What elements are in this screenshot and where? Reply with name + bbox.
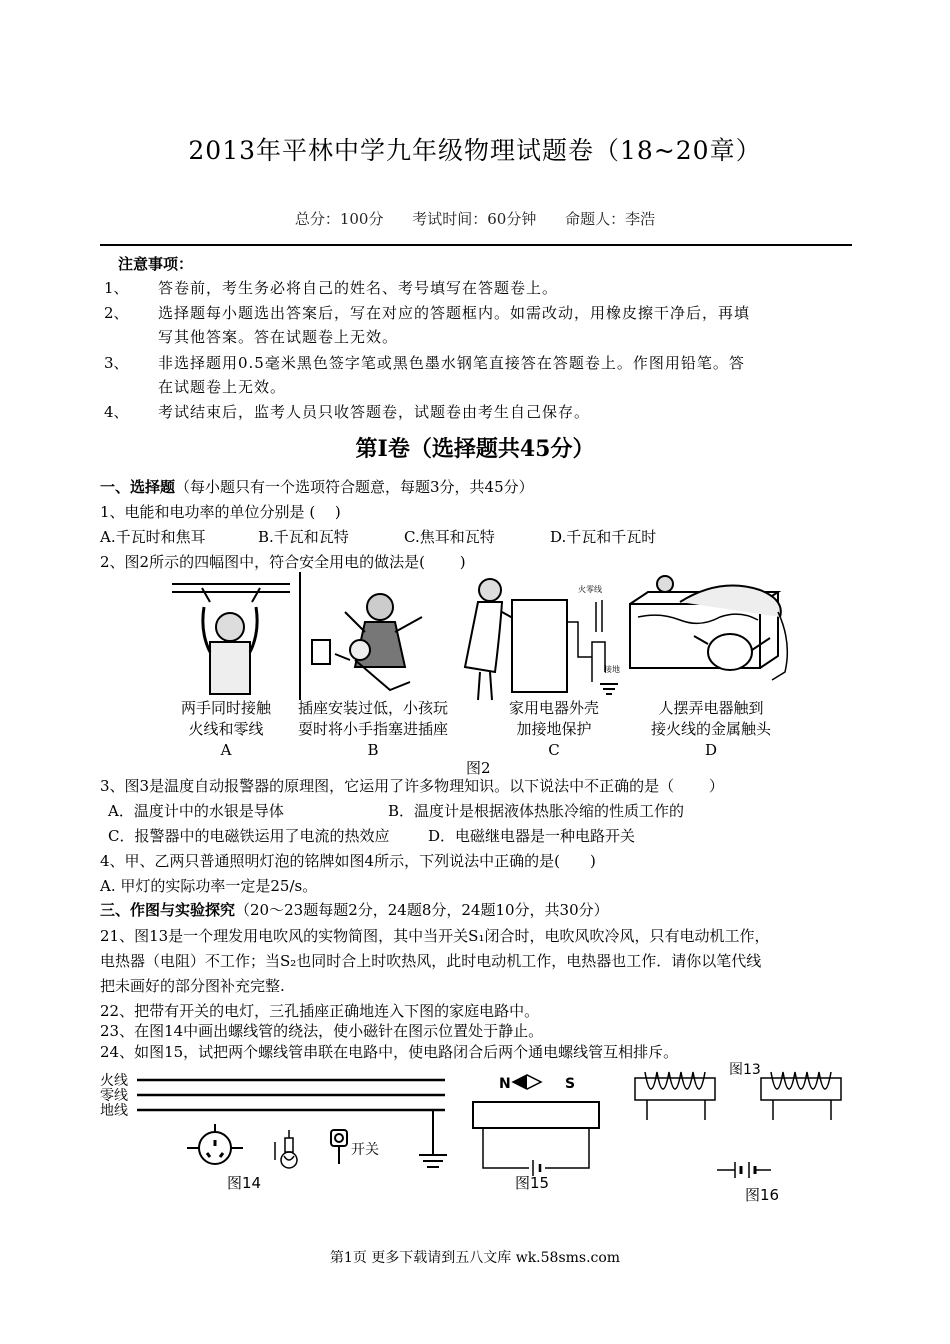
north-pole-label: N <box>499 1076 511 1092</box>
ground-wire-label: 地线 <box>100 1103 128 1119</box>
notice-1-line-1: 答卷前，考生务必将自己的姓名、考号填写在答题卷上。 <box>158 279 559 297</box>
battery-icon <box>717 1162 771 1178</box>
panel-b-illustration <box>300 572 422 700</box>
panel-c-illustration <box>465 579 620 700</box>
q24-text: 24、如图15，试把两个螺线管串联在电路中，使电路闭合后两个通电螺线管互相排斥。 <box>100 1043 679 1061</box>
part-1-heading <box>100 476 534 497</box>
bottom-figures <box>95 1060 855 1210</box>
notice-3-line-2: 在试题卷上无效。 <box>158 378 287 396</box>
exam-title: 2013年平林中学九年级物理试题卷（18~20章） <box>188 136 762 165</box>
panel-d-line-1: 人摆弄电器触到 <box>658 699 764 717</box>
figure-15-label: 图15 <box>515 1174 550 1192</box>
part-3-label: 三、作图与实验探究 <box>100 901 236 919</box>
notice-3-line-1: 非选择题用0.5毫米黑色签字笔或黑色墨水钢笔直接答在答题卷上。作图用铅笔。答 <box>158 354 745 372</box>
panel-b-caption <box>283 698 463 761</box>
south-pole-label: S <box>565 1076 576 1092</box>
q1-option-a: A.千瓦时和焦耳 <box>100 528 206 546</box>
three-pin-socket-icon <box>187 1124 243 1164</box>
figure-14 <box>100 1072 447 1192</box>
panel-c-line-2: 加接地保护 <box>516 720 592 738</box>
figure-2-illustrations <box>160 572 800 702</box>
panel-b-line-2: 耍时将小手指塞进插座 <box>297 720 448 738</box>
q1-option-c: C.焦耳和瓦特 <box>404 528 495 546</box>
panel-c-letter: C <box>548 741 560 759</box>
panel-a-caption <box>156 698 296 761</box>
notice-num-4: 4、 <box>104 403 129 421</box>
panel-c-caption <box>484 698 624 761</box>
live-wire-label: 火线 <box>100 1073 128 1089</box>
q3-stem: 3、图3是温度自动报警器的原理图，它运用了许多物理知识。以下说法中不正确的是（ ） <box>100 777 724 795</box>
q4-option-a: A. 甲灯的实际功率一定是25/s。 <box>100 877 318 895</box>
q21-line-2: 电热器（电阻）不工作；当S₂也同时合上时吹热风，此时电动机工作，电热器也工作．请你以笔代线 <box>100 952 762 970</box>
total-score: 总分：100分 <box>294 210 384 228</box>
panel-a-line-2: 火线和零线 <box>188 720 264 738</box>
panel-d-letter: D <box>704 741 718 759</box>
lamp-icon <box>275 1130 297 1168</box>
switch-label: 开关 <box>351 1142 379 1158</box>
part-1-note: （每小题只有一个选项符合题意，每题3分，共45分） <box>175 478 534 496</box>
q4-stem: 4、甲、乙两只普通照明灯泡的铭牌如图4所示，下列说法中正确的是( ) <box>100 852 596 870</box>
q2-stem: 2、图2所示的四幅图中，符合安全用电的做法是( ) <box>100 553 466 571</box>
panel-b-line-1: 插座安装过低，小孩玩 <box>297 699 448 717</box>
q21-line-1: 21、图13是一个理发用电吹风的实物简图，其中当开关S₁闭合时，电吹风吹冷风，只有电动机工作， <box>100 927 770 945</box>
q22-text: 22、把带有开关的电灯，三孔插座正确地连入下图的家庭电路中。 <box>100 1002 540 1020</box>
notice-2-line-1: 选择题每小题选出答案后，写在对应的答题框内。如需改动，用橡皮擦干净后，再填 <box>158 304 751 322</box>
panel-b-letter: B <box>367 741 379 759</box>
solenoid-core <box>473 1102 599 1128</box>
panel-a-line-1: 两手同时接触 <box>180 699 271 717</box>
part-3-heading <box>100 899 609 920</box>
figure-16-label: 图16 <box>745 1186 780 1204</box>
q3-option-b: B．温度计是根据液体热胀冷缩的性质工作的 <box>388 802 685 820</box>
q21-line-3: 把未画好的部分图补充完整. <box>100 977 285 995</box>
notice-num-2: 2、 <box>104 304 129 322</box>
part-1-label: 一、选择题 <box>100 478 176 496</box>
figure-13-label: 图13 <box>729 1062 761 1078</box>
panel-c-line-1: 家用电器外壳 <box>508 699 599 717</box>
section-1-title: 第Ⅰ卷（选择题共45分） <box>355 436 595 462</box>
ground-label: 接地 <box>604 665 620 674</box>
q3-option-d: D．电磁继电器是一种电路开关 <box>428 827 636 845</box>
notice-4-line-1: 考试结束后，监考人员只收答题卷，试题卷由考生自己保存。 <box>158 403 591 421</box>
panel-d-caption <box>631 698 791 761</box>
page-footer: 第1页 更多下载请到五八文库 wk.58sms.com <box>329 1250 621 1266</box>
exam-meta <box>0 208 950 229</box>
notice-2-line-2: 写其他答案。答在试题卷上无效。 <box>158 328 399 346</box>
wire-label: 火零线 <box>578 585 602 594</box>
q3-option-a: A．温度计中的水银是导体 <box>108 802 284 820</box>
switch-icon <box>331 1130 347 1164</box>
q1-option-b: B.千瓦和瓦特 <box>258 528 349 546</box>
exam-author: 命题人：李浩 <box>565 210 656 228</box>
panel-d-illustration <box>630 576 787 680</box>
figure-16 <box>635 1072 841 1178</box>
exam-time: 考试时间：60分钟 <box>412 210 537 228</box>
q3-option-c: C．报警器中的电磁铁运用了电流的热效应 <box>108 827 390 845</box>
panel-a-illustration <box>172 584 290 694</box>
q1-stem: 1、电能和电功率的单位分别是 ( ) <box>100 503 341 521</box>
header-divider <box>100 244 852 246</box>
q1-option-d: D.千瓦和千瓦时 <box>550 528 657 546</box>
panel-d-line-2: 接火线的金属触头 <box>650 720 771 738</box>
notice-num-3: 3、 <box>104 354 129 372</box>
figure-15 <box>473 1075 599 1192</box>
notice-heading: 注意事项： <box>118 255 194 273</box>
neutral-wire-label: 零线 <box>100 1088 128 1104</box>
panel-a-letter: A <box>220 741 232 759</box>
figure-2-label: 图2 <box>466 759 491 777</box>
q23-text: 23、在图14中画出螺线管的绕法，使小磁针在图示位置处于静止。 <box>100 1022 544 1040</box>
notice-num-1: 1、 <box>104 279 129 297</box>
figure-14-label: 图14 <box>227 1174 262 1192</box>
part-3-note: （20～23题每题2分，24题8分，24题10分，共30分） <box>235 901 609 919</box>
